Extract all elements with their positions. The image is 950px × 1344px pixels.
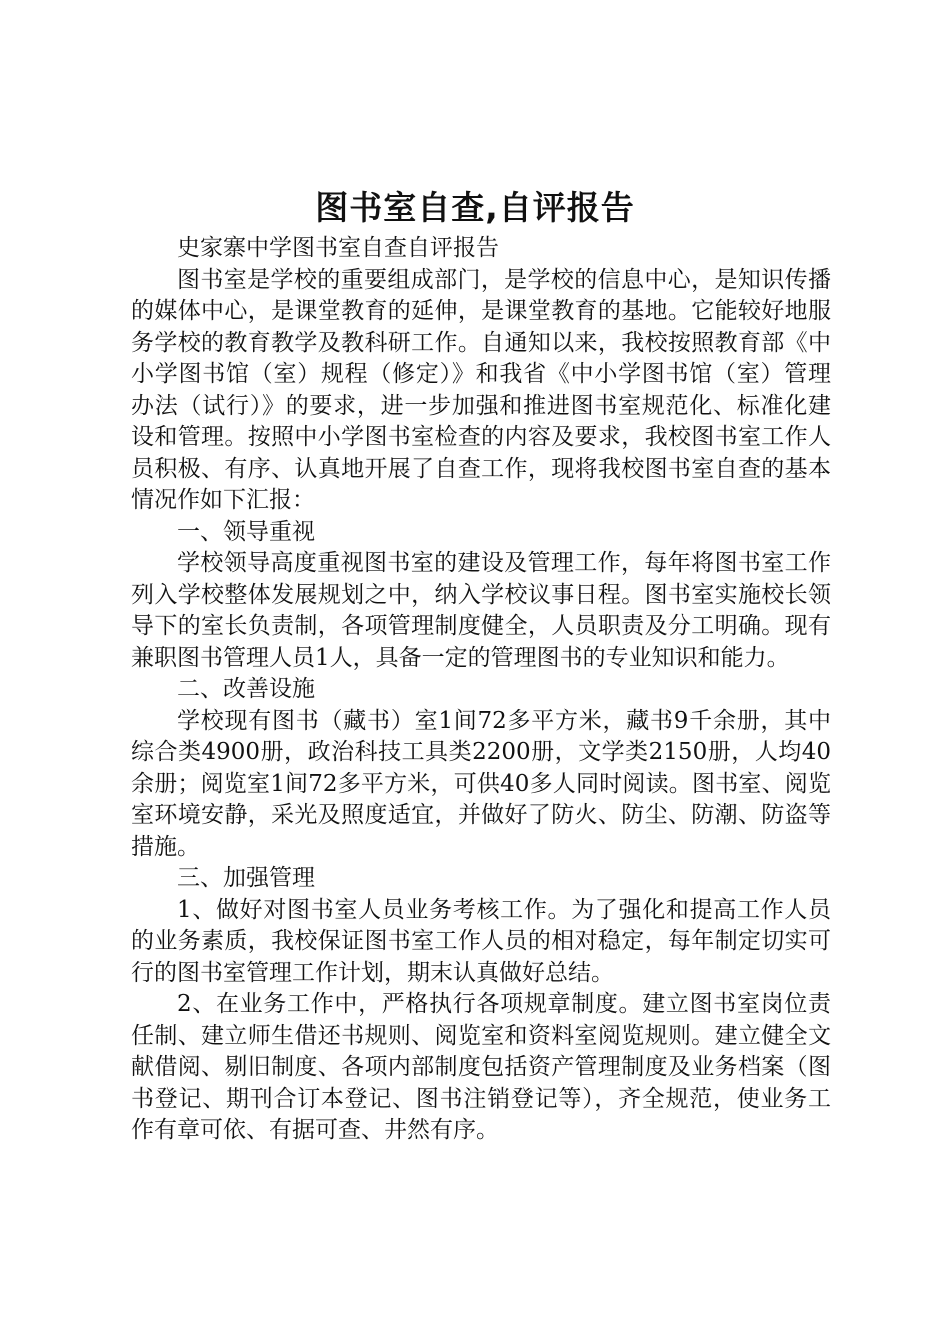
paragraph-intro: 图书室是学校的重要组成部门，是学校的信息中心，是知识传播的媒体中心，是课堂教育的延伸，是课堂教育的基地。它能较好地服务学校的教育教学及教科研工作。自通知以来，我校按照教育部《中小学图书馆（室）规程（修定）》和我省《中小学图书馆（室）管理办法（试行）》的要求，进一步加强和推进图书室规范化、标准化建设和管理。按照中小学图书室检查的内容及要求，我校图书室工作人员积极、有序、认真地开展了自查工作，现将我校图书室自查的基本情况作如下汇报： [131, 266, 831, 513]
document-title: 图书室自查,自评报告 [315, 188, 635, 227]
section-heading-facilities: 二、改善设施 [177, 676, 315, 702]
paragraph-management-2: 2、在业务工作中，严格执行各项规章制度。建立图书室岗位责任制、建立师生借还书规则、阅览室和资料室阅览规则。建立健全文献借阅、剔旧制度、各项内部制度包括资产管理制度及业务档案（图书登记、期刊合订本登记、图书注销登记等），齐全规范，使业务工作有章可依、有据可查、井然有序。 [131, 991, 831, 1143]
paragraph-management-1: 1、做好对图书室人员业务考核工作。为了强化和提高工作人员的业务素质，我校保证图书室工作人员的相对稳定，每年制定切实可行的图书室管理工作计划，期末认真做好总结。 [131, 896, 831, 986]
section-heading-leadership: 一、领导重视 [177, 518, 315, 545]
section-heading-management: 三、加强管理 [177, 865, 315, 891]
paragraph-facilities: 学校现有图书（藏书）室1间72多平方米，藏书9千余册，其中综合类4900册，政治科技工具类2200册，文学类2150册，人均40余册；阅览室1间72多平方米，可供40多人同时阅读。图书室、阅览室环境安静，采光及照度适宜，并做好了防火、防尘、防潮、防盗等措施。 [131, 707, 831, 860]
paragraph-subtitle: 史家寨中学图书室自查自评报告 [177, 235, 499, 261]
document-body [131, 233, 831, 1147]
paragraph-leadership: 学校领导高度重视图书室的建设及管理工作，每年将图书室工作列入学校整体发展规划之中，纳入学校议事日程。图书室实施校长领导下的室长负责制，各项管理制度健全，人员职责及分工明确。现有兼职图书管理人员1人，具备一定的管理图书的专业知识和能力。 [131, 550, 831, 671]
